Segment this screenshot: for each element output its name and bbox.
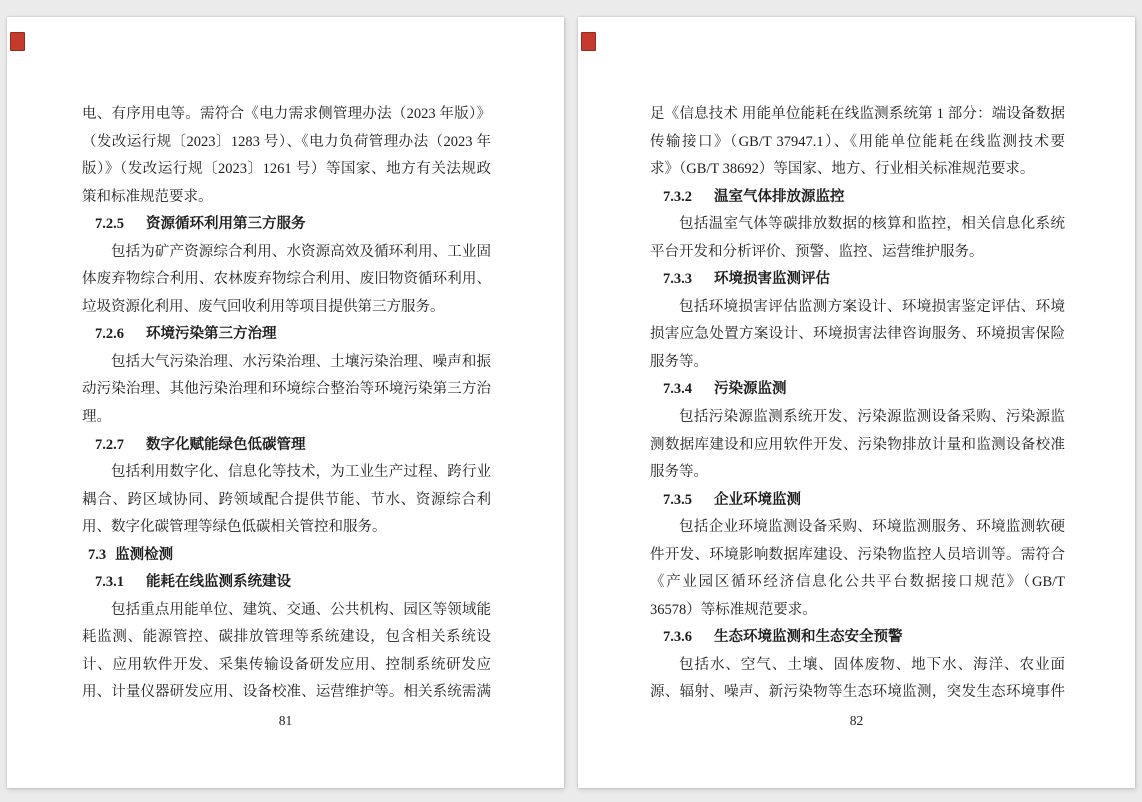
heading-number: 7.3.1 xyxy=(95,574,124,591)
text-line: 包括温室气体等碳排放数据的核算和监控，相关信息化系统 xyxy=(679,216,1065,233)
text-line: 垃圾资源化利用、废气回收利用等项目提供第三方服务。 xyxy=(82,298,445,315)
text-line: 电、有序用电等。需符合《电力需求侧管理办法（2023 年版）》 xyxy=(82,106,491,122)
page-number: 81 xyxy=(278,713,293,728)
text-line: 服务等。 xyxy=(650,353,708,370)
heading-line xyxy=(650,624,1065,652)
heading-number: 7.3.5 xyxy=(663,491,692,508)
text-line: 策和标准规范要求。 xyxy=(82,188,213,205)
text-line: 包括水、空气、土壤、固体废物、地下水、海洋、农业面 xyxy=(679,656,1065,673)
text-line: 包括环境损害评估监测方案设计、环境损害鉴定评估、环境 xyxy=(679,298,1065,315)
heading-line xyxy=(82,432,491,460)
heading-line xyxy=(82,321,491,349)
heading-number: 7.2.7 xyxy=(95,436,124,453)
heading-number: 7.3.6 xyxy=(663,629,692,646)
heading-title: 资源循环利用第三方服务 xyxy=(146,216,306,233)
text-line: 足《信息技术 用能单位能耗在线监测系统第 1 部分：端设备数据 xyxy=(650,106,1065,122)
annotation-marker-icon[interactable] xyxy=(10,32,25,51)
text-line: 动污染治理、其他污染治理和环境综合整治等环境污染第三方治 xyxy=(82,381,491,398)
text-line: （发改运行规〔2023〕1283 号）、《电力负荷管理办法（2023 年 xyxy=(82,133,491,150)
text-line: 包括为矿产资源综合利用、水资源高效及循环利用、工业固 xyxy=(111,243,491,260)
text-line: 源、辐射、噪声、新污染物等生态环境监测，突发生态环境事件 xyxy=(650,684,1065,701)
text-line: 包括利用数字化、信息化等技术，为工业生产过程、跨行业 xyxy=(111,464,491,481)
heading-title: 污染源监测 xyxy=(714,381,787,398)
text-line: 服务等。 xyxy=(650,464,708,481)
heading-number: 7.2.6 xyxy=(95,326,124,343)
heading-title: 生态环境监测和生态安全预警 xyxy=(714,629,903,646)
text-line: 计、应用软件开发、采集传输设备研发应用、控制系统研发应 xyxy=(82,656,491,673)
text-line: 包括污染源监测系统开发、污染源监测设备采购、污染源监 xyxy=(679,409,1065,426)
heading-line xyxy=(650,184,1065,212)
text-line: 体废弃物综合利用、农林废弃物综合利用、废旧物资循环利用、 xyxy=(82,271,491,288)
text-line: 耦合、跨区域协同、跨领域配合提供节能、节水、资源综合利 xyxy=(82,491,491,508)
heading-line xyxy=(82,211,491,239)
text-line: 平台开发和分析评价、预警、监控、运营维护服务。 xyxy=(650,243,984,260)
text-line: 损害应急处置方案设计、环境损害法律咨询服务、环境损害保险 xyxy=(650,326,1065,343)
heading-number: 7.2.5 xyxy=(95,216,124,233)
text-line: 36578）等标准规范要求。 xyxy=(650,601,817,618)
heading-title: 能耗在线监测系统建设 xyxy=(146,574,291,591)
text-line: 包括企业环境监测设备采购、环境监测服务、环境监测软硬 xyxy=(679,519,1065,536)
heading-number: 7.3 xyxy=(88,546,107,563)
text-line: 用、计量仪器研发应用、设备校准、运营维护等。相关系统需满 xyxy=(82,684,491,701)
text-line: 包括大气污染治理、水污染治理、土壤污染治理、噪声和振 xyxy=(111,353,491,370)
page-number: 82 xyxy=(849,713,864,728)
heading-line xyxy=(650,487,1065,515)
text-line: 用、数字化碳管理等绿色低碳相关管控和服务。 xyxy=(82,519,387,536)
heading-title: 监测检测 xyxy=(115,546,174,563)
text-line: 理。 xyxy=(82,409,111,426)
text-line: 版）》（发改运行规〔2023〕1261 号）等国家、地方有关法规政 xyxy=(82,161,491,178)
heading-number: 7.3.2 xyxy=(663,188,692,205)
page-left-text xyxy=(82,101,491,707)
heading-line xyxy=(82,542,491,570)
heading-number: 7.3.4 xyxy=(663,381,692,398)
heading-title: 温室气体排放源监控 xyxy=(714,188,845,205)
text-line: 求》（GB/T 38692）等国家、地方、行业相关标准规范要求。 xyxy=(650,161,1035,178)
heading-title: 环境污染第三方治理 xyxy=(146,326,277,343)
text-line: 件开发、环境影响数据库建设、污染物监控人员培训等。需符合 xyxy=(650,546,1065,563)
page-right xyxy=(578,17,1135,788)
annotation-marker-icon[interactable] xyxy=(581,32,596,51)
heading-line xyxy=(650,266,1065,294)
text-line: 耗监测、能源管控、碳排放管理等系统建设，包含相关系统设 xyxy=(82,629,491,646)
text-line: 《产业园区循环经济信息化公共平台数据接口规范》（GB/T xyxy=(650,574,1065,591)
page-left xyxy=(7,17,564,788)
text-line: 传输接口》（GB/T 37947.1）、《用能单位能耗在线监测技术要 xyxy=(650,133,1065,150)
text-line: 测数据库建设和应用软件开发、污染物排放计量和监测设备校准 xyxy=(650,436,1065,453)
heading-line xyxy=(650,376,1065,404)
page-right-text xyxy=(650,101,1065,707)
text-line: 包括重点用能单位、建筑、交通、公共机构、园区等领域能 xyxy=(111,601,491,618)
heading-line xyxy=(82,569,491,597)
heading-number: 7.3.3 xyxy=(663,271,692,288)
heading-title: 环境损害监测评估 xyxy=(714,271,830,288)
heading-title: 数字化赋能绿色低碳管理 xyxy=(146,436,306,453)
heading-title: 企业环境监测 xyxy=(714,491,801,508)
